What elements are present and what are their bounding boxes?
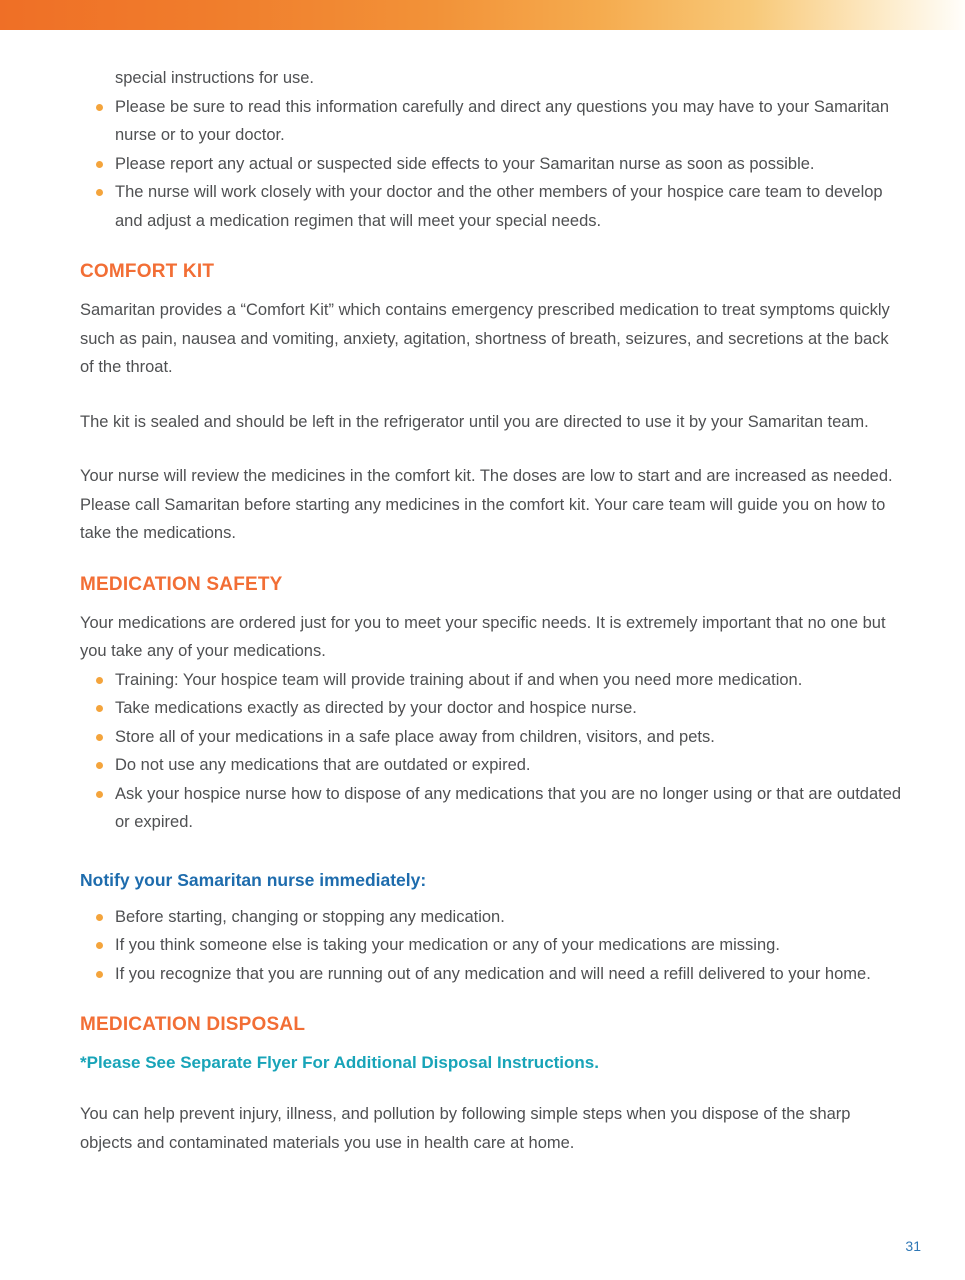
list-item bbox=[80, 960, 903, 989]
bullet-text: Take medications exactly as directed by your doctor and hospice nurse. bbox=[115, 699, 637, 717]
bullet-icon bbox=[96, 942, 103, 949]
disposal-flyer-note: *Please See Separate Flyer For Additional Disposal Instructions. bbox=[80, 1053, 599, 1072]
notify-bullet-list bbox=[80, 903, 903, 989]
list-item bbox=[80, 694, 903, 723]
bullet-text: Ask your hospice nurse how to dispose of any medications that you are no longer using or that are outdated or expired. bbox=[115, 784, 902, 831]
page-number: 31 bbox=[905, 1238, 921, 1254]
paragraph: The kit is sealed and should be left in the refrigerator until you are directed to use it by your Samaritan team. bbox=[80, 412, 869, 431]
page-content bbox=[0, 30, 965, 1157]
list-item bbox=[80, 150, 903, 179]
bullet-text: If you think someone else is taking your medication or any of your medications are missing. bbox=[115, 936, 780, 954]
bullet-text: Please be sure to read this information carefully and direct any questions you may have to your Samaritan nurse or to your doctor. bbox=[115, 97, 890, 144]
section-heading-medication-disposal: MEDICATION DISPOSAL bbox=[80, 1014, 306, 1035]
list-item bbox=[80, 931, 903, 960]
list-item bbox=[80, 666, 903, 695]
list-item bbox=[80, 903, 903, 932]
bullet-icon bbox=[96, 161, 103, 168]
bullet-text: Store all of your medications in a safe place away from children, visitors, and pets. bbox=[115, 727, 715, 746]
bullet-icon bbox=[96, 914, 103, 921]
bullet-text: Training: Your hospice team will provide training about if and when you need more medication. bbox=[115, 670, 803, 689]
bullet-icon bbox=[96, 971, 103, 978]
bullet-icon bbox=[96, 791, 103, 798]
paragraph: Your medications are ordered just for you to meet your specific needs. It is extremely important that no one but you take any of your medications. bbox=[80, 613, 886, 660]
section-heading-medication-safety: MEDICATION SAFETY bbox=[80, 573, 283, 595]
subheading-notify-nurse: Notify your Samaritan nurse immediately: bbox=[80, 869, 427, 890]
bullet-text: Do not use any medications that are outdated or expired. bbox=[115, 756, 531, 774]
paragraph: Samaritan provides a “Comfort Kit” which contains emergency prescribed medication to treat symptoms quickly such as pain, nausea and vomiting, anxiety, agitation, shortness of breath, seizures, and secretions at the back of the throat. bbox=[80, 301, 890, 376]
continuation-line: special instructions for use. bbox=[115, 69, 315, 87]
bullet-text: Before starting, changing or stopping any medication. bbox=[115, 907, 505, 926]
list-item bbox=[80, 723, 903, 752]
intro-bullet-list bbox=[80, 93, 903, 236]
section-heading-comfort-kit: COMFORT KIT bbox=[80, 261, 215, 282]
list-item bbox=[80, 780, 903, 837]
bullet-icon bbox=[96, 734, 103, 741]
bullet-text: If you recognize that you are running out of any medication and will need a refill delivered to your home. bbox=[115, 964, 871, 983]
list-item bbox=[80, 178, 903, 235]
bullet-icon bbox=[96, 677, 103, 684]
bullet-text: Please report any actual or suspected side effects to your Samaritan nurse as soon as possible. bbox=[115, 154, 815, 173]
list-item bbox=[80, 751, 903, 780]
paragraph: You can help prevent injury, illness, and pollution by following simple steps when you dispose of the sharp objects and contaminated materials you use in health care at home. bbox=[80, 1105, 851, 1152]
list-item bbox=[80, 93, 903, 150]
medication-safety-bullet-list bbox=[80, 666, 903, 837]
bullet-icon bbox=[96, 762, 103, 769]
orange-gradient-header-bar bbox=[0, 0, 965, 30]
bullet-icon bbox=[96, 705, 103, 712]
bullet-icon bbox=[96, 189, 103, 196]
paragraph: Your nurse will review the medicines in the comfort kit. The doses are low to start and are increased as needed. Please call Samaritan before starting any medicines in the comfort kit. Your care team will guide you on how to take the medications. bbox=[80, 467, 893, 542]
bullet-text: The nurse will work closely with your doctor and the other members of your hospice care team to develop and adjust a medication regimen that will meet your special needs. bbox=[115, 183, 883, 230]
bullet-icon bbox=[96, 104, 103, 111]
